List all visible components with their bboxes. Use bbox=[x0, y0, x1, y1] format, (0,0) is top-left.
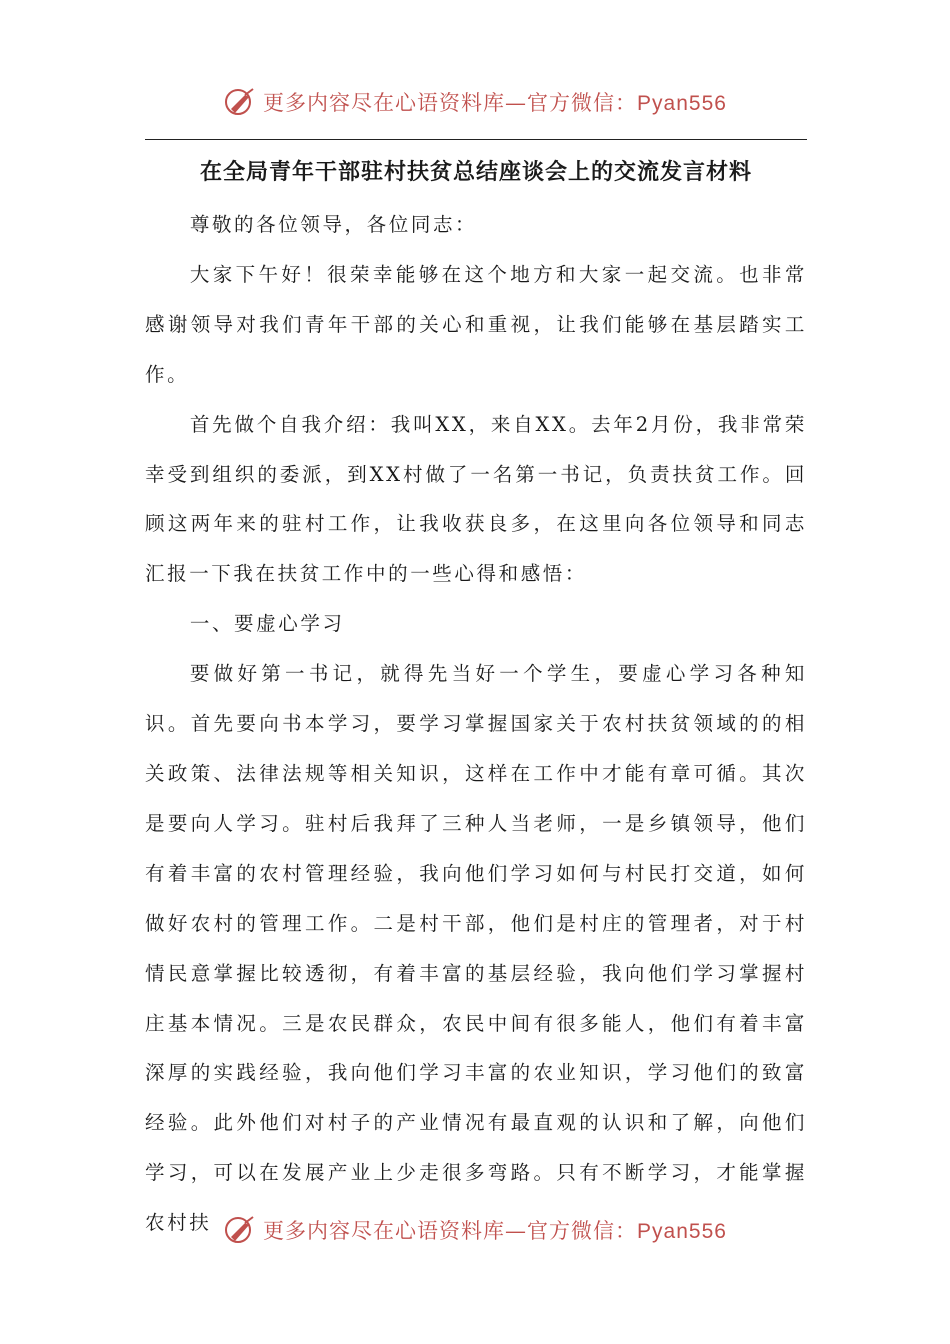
banner-wechat-id: Pyan556 bbox=[637, 92, 727, 115]
section-heading: 一、要虚心学习 bbox=[189, 612, 345, 636]
paragraph-learning: 要做好第一书记，就得先当好一个学生，要虚心学习各种知识。首先要向书本学习，要学习掌握国家关于农村扶贫领域的的相关政策、法律法规等相关知识，这样在工作中才能有章可循。其次是要向人学习。驻村后我拜了三种人当老师，一是乡镇领导，他们有着丰富的农村管理经验，我向他们学习如何与村民打交道，如何做好农村的管理工作。二是村干部，他们是村庄的管理者，对于村情民意掌握比较透彻，有着丰富的基层经验，我向他们学习掌握村庄基本情况。三是农民群众，农民中间有很多能人，他们有着丰富深厚的实践经验，我向他们学习丰富的农业知识，学习他们的致富经验。此外他们对村子的产业情况有最直观的认识和了解，向他们学习，可以在发展产业上少走很多弯路。只有不断学习，才能掌握农村扶 bbox=[145, 662, 807, 1235]
paragraph-introduction: 首先做个自我介绍：我叫XX，来自XX。去年2月份，我非常荣幸受到组织的委派，到XX村做了一名第一书记，负责扶贫工作。回顾这两年来的驻村工作，让我收获良多，在这里向各位领导和同志汇报一下我在扶贫工作中的一些心得和感悟： bbox=[145, 412, 807, 586]
paragraph-greeting: 大家下午好！很荣幸能够在这个地方和大家一起交流。也非常感谢领导对我们青年干部的关心和重视，让我们能够在基层踏实工作。 bbox=[145, 262, 807, 386]
banner-wechat-id: Pyan556 bbox=[637, 1220, 727, 1243]
pen-logo-icon bbox=[223, 85, 257, 119]
footer-banner bbox=[0, 1208, 950, 1252]
header-banner bbox=[0, 80, 950, 124]
document-title: 在全局青年干部驻村扶贫总结座谈会上的交流发言材料 bbox=[199, 160, 752, 185]
banner-text: 更多内容尽在心语资料库—官方微信：Pyan556 bbox=[263, 1219, 727, 1243]
pen-logo-icon bbox=[223, 1213, 257, 1247]
document-body bbox=[145, 200, 807, 1248]
header-rule bbox=[145, 139, 807, 140]
banner-text: 更多内容尽在心语资料库—官方微信：Pyan556 bbox=[263, 91, 727, 115]
paragraph-salutation: 尊敬的各位领导，各位同志： bbox=[189, 213, 478, 236]
